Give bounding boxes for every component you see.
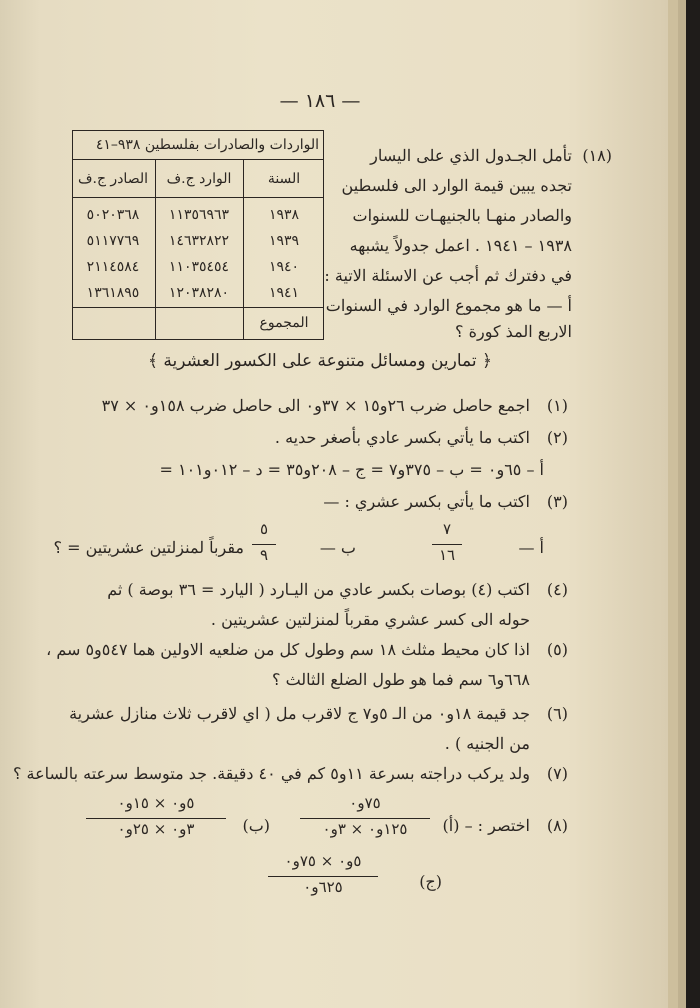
exercise-18-line-3: والصادر منهـا بالجنيهـات للسنوات xyxy=(352,206,572,225)
question-8-c-numerator: ٥و٠ × ٧٥و٠ xyxy=(284,852,362,870)
exercise-18-line-1: تأمل الجـدول الذي على اليسار xyxy=(370,146,572,165)
question-1-text: اجمع حاصل ضرب ٢٦و١٥ × ٣٧و٠ الى حاصل ضرب ١٥٨و٠ × ٣٧ xyxy=(101,396,530,415)
question-3-a-denominator: ١٦ xyxy=(438,546,456,564)
table-caption: الواردات والصادرات بفلسطين ٩٣٨–٤١ xyxy=(95,137,319,153)
question-8-b-denominator: ٣و٠ × ٢٥و٠ xyxy=(117,820,195,838)
question-3-b-numerator: ٥ xyxy=(259,520,269,538)
table-cell: ٢١١٤٥٨٤ xyxy=(86,259,140,275)
question-3-a-numerator: ٧ xyxy=(442,520,452,538)
page-number: — ١٨٦ — xyxy=(279,90,361,112)
question-8-c-label: (ج) xyxy=(419,872,442,891)
question-7-number: (٧) xyxy=(546,764,568,783)
table-cell: ١١٣٥٦٩٦٣ xyxy=(168,207,230,223)
page-edge xyxy=(668,0,678,1008)
question-6-number: (٦) xyxy=(546,704,568,723)
table-cell: ١٩٤١ xyxy=(268,285,300,301)
question-2-parts: أ – ٦٥و٠ = ب – ٣٧٥و٧ = ج – ٢٠٨و٣٥ = د – ٠١٢و١٠١ = xyxy=(159,460,544,479)
header-exports: الصادر ج.ف xyxy=(77,171,148,187)
question-1-number: (١) xyxy=(546,396,568,415)
book-cover-edge xyxy=(686,0,700,1008)
table-cell: ١٩٣٩ xyxy=(268,233,300,249)
fraction-bar xyxy=(268,876,378,877)
question-6-line-1: جد قيمة ١٨و٠ من الـ ٥و٧ ج لاقرب مل ( اي لاقرب ثلاث منازل عشرية xyxy=(69,704,530,723)
table-cell: ١٩٣٨ xyxy=(268,207,300,223)
section-heading: ﴿ تمارين ومسائل متنوعة على الكسور العشرية ﴾ xyxy=(148,351,492,371)
question-4-line-2: حوله الى كسر عشري مقرباً لمنزلتين عشريتين . xyxy=(210,610,530,629)
question-2-number: (٢) xyxy=(546,428,568,447)
question-5-line-2: ٦٦٨و٦ سم فما هو طول الضلع الثالث ؟ xyxy=(272,670,530,689)
question-5-line-1: اذا كان محيط مثلث ١٨ سم وطول كل من ضلعيه الاولين هما ٥٤٧و٥ سم ، xyxy=(46,640,530,659)
question-2-text: اكتب ما يأتي بكسر عادي بأصغر حديه . xyxy=(274,428,530,447)
question-4-number: (٤) xyxy=(546,580,568,599)
question-5-number: (٥) xyxy=(546,640,568,659)
table-total-label: المجموع xyxy=(259,315,309,331)
exercise-18-line-4: ١٩٣٨ – ١٩٤١ . اعمل جدولاً يشبهه xyxy=(349,236,572,255)
question-8-label: اختصر : – (أ) xyxy=(442,816,530,835)
header-year: السنة xyxy=(267,171,301,187)
question-8-b-numerator: ٥و٠ × ١٥و٠ xyxy=(117,794,195,812)
question-3-part-a: أ — xyxy=(518,538,544,557)
exercise-18-line-5: في دفترك ثم أجب عن الاسئلة الاتية : xyxy=(324,266,572,285)
question-4-line-1: اكتب (٤) بوصات بكسر عادي من اليـارد ( اليارد = ٣٦ بوصة ) ثم xyxy=(107,580,530,599)
fraction-bar xyxy=(300,818,430,819)
table-cell: ١٤٦٣٢٨٢٢ xyxy=(168,233,230,249)
table-cell: ٥١١٧٧٦٩ xyxy=(86,233,140,249)
question-8-a-numerator: ٧٥و٠ xyxy=(349,794,381,812)
question-3-b-denominator: ٩ xyxy=(259,546,269,564)
exercise-18-line-7: الاربع المذ كورة ؟ xyxy=(455,322,572,341)
question-8-a-denominator: ١٢٥و٠ × ٣و٠ xyxy=(322,820,408,838)
fraction-bar xyxy=(86,818,226,819)
question-6-line-2: من الجنيه ) . xyxy=(444,734,530,753)
question-3-number: (٣) xyxy=(546,492,568,511)
question-3-text: اكتب ما يأتي بكسر عشري : — xyxy=(323,492,530,511)
fraction-bar xyxy=(252,544,276,545)
page-edge xyxy=(678,0,686,1008)
question-8-c-denominator: ٦٢٥و٠ xyxy=(303,878,343,896)
exercise-18-line-6: أ — ما هو مجموع الوارد في السنوات xyxy=(325,296,572,315)
question-8-b-label: (ب) xyxy=(242,816,270,835)
imports-exports-table xyxy=(72,130,324,340)
exercise-18-line-2: تجده يبين قيمة الوارد الى فلسطين xyxy=(341,176,572,195)
table-cell: ١٢٠٣٨٢٨٠ xyxy=(168,285,230,301)
question-8-number: (٨) xyxy=(546,816,568,835)
question-7-text: ولد يركب دراجته بسرعة ١١و٥ كم في ٤٠ دقيقة. جد متوسط سرعته بالساعة ؟ xyxy=(12,764,530,783)
exercise-18-number: (١٨) xyxy=(582,146,612,165)
question-3-tail: مقرباً لمنزلتين عشريتين = ؟ xyxy=(53,538,244,557)
table-cell: ١١٠٣٥٤٥٤ xyxy=(168,259,230,275)
table-cell: ١٣٦١٨٩٥ xyxy=(86,285,140,301)
table-cell: ١٩٤٠ xyxy=(268,259,300,275)
fraction-bar xyxy=(432,544,462,545)
header-imports: الوارد ج.ف xyxy=(166,171,232,187)
table-cell: ٥٠٢٠٣٦٨ xyxy=(86,207,140,223)
question-3-part-b: ب — xyxy=(319,538,356,557)
